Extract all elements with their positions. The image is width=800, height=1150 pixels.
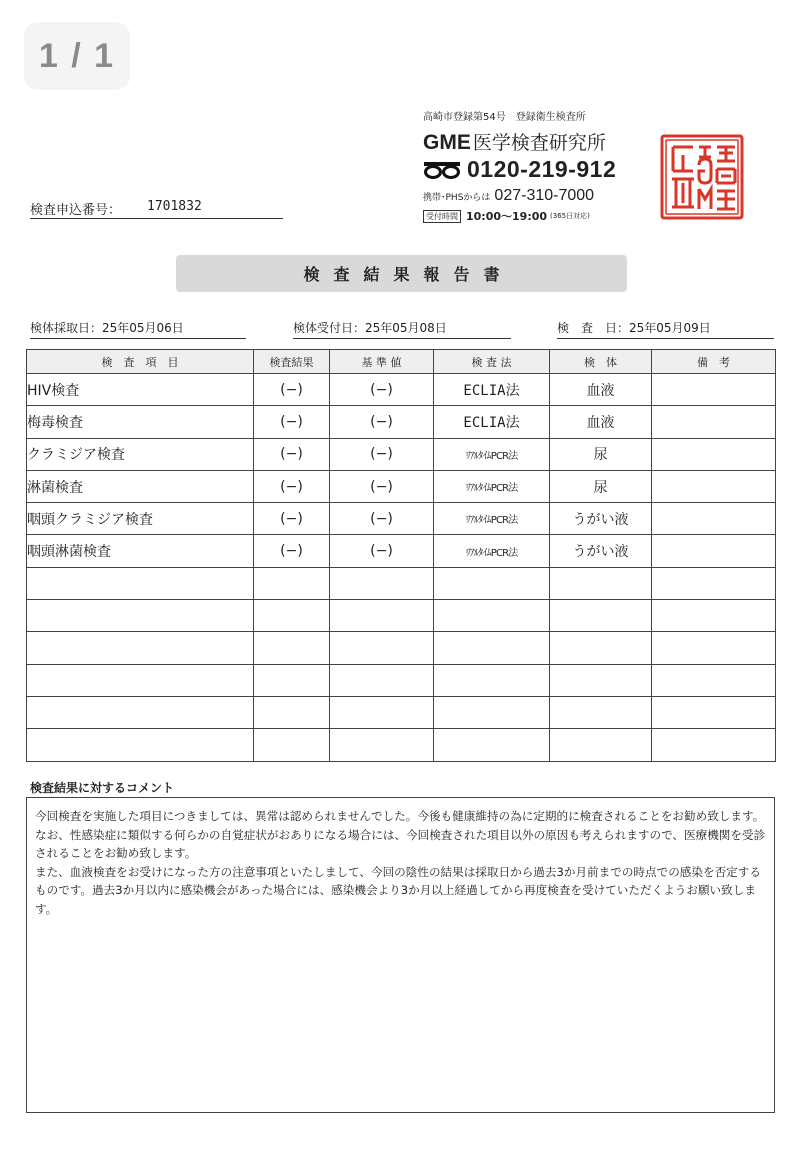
header-item: 検 査 項 目 [27, 350, 254, 374]
lab-name-line [423, 128, 633, 155]
specimen: 血液 [550, 374, 652, 406]
note [652, 470, 776, 502]
application-number-value: 1701832 [147, 199, 202, 214]
test-method: ﾘｱﾙﾀｲﾑPCR法 [434, 503, 550, 535]
header-reference: 基 準 値 [330, 350, 434, 374]
comment-title: 検査結果に対するコメント [30, 781, 175, 795]
inspection-date: 検 査 日：25年05月09日 [557, 321, 711, 335]
mobile-label: 携帯･PHSからは [423, 193, 491, 203]
test-method: ﾘｱﾙﾀｲﾑPCR法 [434, 470, 550, 502]
test-method: ﾘｱﾙﾀｲﾑPCR法 [434, 438, 550, 470]
header-note: 備 考 [652, 350, 776, 374]
table-row [27, 374, 776, 406]
empty-row [27, 632, 776, 664]
lab-header [423, 108, 633, 224]
empty-row [27, 567, 776, 599]
application-number-field [30, 197, 283, 219]
phone-number: 0120-219-912 [467, 156, 617, 182]
reference-value: (−) [330, 406, 434, 438]
lab-name: 医学検査研究所 [472, 132, 606, 154]
collection-date-field [30, 318, 246, 339]
empty-row [27, 600, 776, 632]
mobile-number: 027-310-7000 [494, 187, 595, 204]
reference-value: (−) [330, 503, 434, 535]
comment-box [26, 797, 775, 1113]
test-method: ECLIA法 [434, 406, 550, 438]
test-result: (−) [254, 438, 330, 470]
empty-row [27, 729, 776, 761]
empty-row [27, 664, 776, 696]
received-date: 検体受付日：25年05月08日 [293, 321, 447, 335]
note [652, 374, 776, 406]
specimen: うがい液 [550, 535, 652, 567]
table-row [27, 503, 776, 535]
received-date-field [293, 318, 511, 339]
test-method: ﾘｱﾙﾀｲﾑPCR法 [434, 535, 550, 567]
specimen: 尿 [550, 438, 652, 470]
reference-value: (−) [330, 470, 434, 502]
company-seal-stamp [659, 133, 745, 221]
test-result: (−) [254, 470, 330, 502]
specimen: うがい液 [550, 503, 652, 535]
mobile-line [423, 185, 633, 205]
header-result: 検査結果 [254, 350, 330, 374]
note [652, 535, 776, 567]
test-method: ECLIA法 [434, 374, 550, 406]
hours-time: 10:00〜19:00 [466, 210, 548, 223]
application-number-label: 検査申込番号： [30, 203, 122, 218]
specimen: 尿 [550, 470, 652, 502]
header-specimen: 検 体 [550, 350, 652, 374]
note [652, 406, 776, 438]
test-item: 淋菌検査 [27, 470, 254, 502]
test-item: 梅毒検査 [27, 406, 254, 438]
inspection-date-field [557, 318, 774, 339]
lab-brand: GME [423, 131, 471, 154]
note [652, 503, 776, 535]
reference-value: (−) [330, 374, 434, 406]
test-item: 咽頭淋菌検査 [27, 535, 254, 567]
reference-value: (−) [330, 438, 434, 470]
test-result: (−) [254, 535, 330, 567]
table-row [27, 438, 776, 470]
free-dial-icon [423, 161, 461, 179]
table-row [27, 470, 776, 502]
table-row [27, 406, 776, 438]
collection-date: 検体採取日：25年05月06日 [30, 321, 184, 335]
hours-note: (365日対応) [550, 212, 590, 220]
table-header-row [27, 350, 776, 374]
lab-registration: 高崎市登録第54号 登録衛生検査所 [423, 112, 586, 123]
empty-row [27, 696, 776, 728]
test-item: HIV検査 [27, 374, 254, 406]
test-item: 咽頭クラミジア検査 [27, 503, 254, 535]
hours-label: 受付時間 [423, 210, 461, 223]
test-item: クラミジア検査 [27, 438, 254, 470]
test-result: (−) [254, 374, 330, 406]
results-table [26, 349, 776, 762]
comment-body: 今回検査を実施した項目につきましては、異常は認められませんでした。今後も健康維持の為に定期的に検査されることをお勧め致します。 なお、性感染症に類似する何らかの自覚症状がおありになる場合には、今回検査された項目以外の原因も考えられますので、医療機関を受診されることをお勧め致します。 また、血液検査をお受けになった方の注意事項といたしまして、今回の陰性の結果は採取日から過去3か月前までの時点での感染を否定するものです。過去3か月以内に感染機会があった場合には、感染機会より3か月以上経過してから再度検査を受けていただくようお願い致します。 [35, 809, 766, 916]
phone-line [423, 156, 633, 183]
test-result: (−) [254, 503, 330, 535]
reference-value: (−) [330, 535, 434, 567]
note [652, 438, 776, 470]
table-row [27, 535, 776, 567]
header-method: 検 査 法 [434, 350, 550, 374]
page-counter: 1 / 1 [24, 22, 130, 90]
test-result: (−) [254, 406, 330, 438]
specimen: 血液 [550, 406, 652, 438]
hours-line [423, 208, 633, 224]
report-title: 検査結果報告書 [176, 255, 627, 292]
